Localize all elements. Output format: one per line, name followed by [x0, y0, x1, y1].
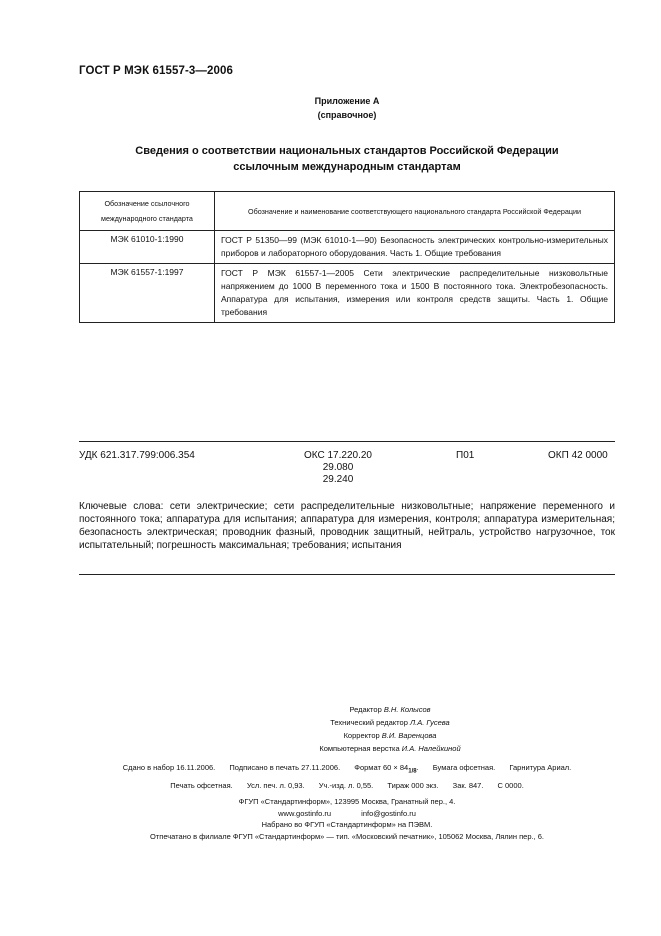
- imprint-typeface: Гарнитура Ариал.: [509, 763, 572, 772]
- imprint-sheets: Усл. печ. л. 0,93.: [246, 780, 305, 790]
- divider-top: [79, 441, 615, 442]
- imprint-line-1: Сдано в набор 16.11.2006. Подписано в печать 27.11.2006. Формат $60 \times 84_{1/8}$. Бумага офсетная. Гарнитура Ариал.: [122, 763, 572, 775]
- imprint-publ-sheets: Уч.-изд. л. 0,55.: [318, 780, 374, 790]
- udk-code: УДК 621.317.799:006.354: [79, 450, 195, 461]
- table-row: [80, 264, 615, 323]
- table-cell-reference: МЭК 61010-1:1990: [80, 231, 215, 264]
- editor-line: [200, 703, 580, 716]
- oks-line-3: 29.240: [322, 474, 354, 485]
- publisher-address: ФГУП «Стандартинформ», 123995 Москва, Гранатный пер., 4.: [238, 797, 456, 806]
- annex-label: Приложение А: [314, 96, 380, 106]
- editor-label: Редактор: [349, 705, 382, 714]
- table-header-row: [80, 192, 615, 231]
- publisher-contacts: [79, 808, 615, 820]
- publisher-typeset: Набрано во ФГУП «Стандартинформ» на ПЭВМ.: [261, 820, 433, 829]
- oks-line-2: 29.080: [322, 462, 354, 473]
- imprint-format: Формат 60 × 84: [354, 763, 409, 772]
- tech-editor-label: Технический редактор: [330, 718, 408, 727]
- layout-label: Компьютерная верстка: [319, 744, 400, 753]
- imprint-signed: Подписано в печать 27.11.2006.: [229, 763, 341, 772]
- divider-bottom: [79, 574, 615, 575]
- group-code: П01: [456, 450, 475, 461]
- table-cell-reference: МЭК 61557-1:1997: [80, 264, 215, 323]
- correspondence-table: [79, 191, 615, 323]
- corrector-label: Корректор: [343, 731, 380, 740]
- publisher-email: info@gostinfo.ru: [361, 808, 416, 818]
- document-code: ГОСТ Р МЭК 61557-3—2006: [79, 65, 233, 77]
- heading-line-1: Сведения о соответствии национальных стандартов Российской Федерации: [135, 145, 559, 157]
- annex-title: [79, 94, 615, 122]
- imprint-run: Тираж 000 экз.: [387, 780, 439, 790]
- table-header-national: Обозначение и наименование соответствующего национального стандарта Российской Федерации: [215, 192, 615, 231]
- imprint-code: С 0000.: [497, 780, 524, 790]
- oks-line-1: ОКС 17.220.20: [304, 450, 372, 461]
- table-cell-national: ГОСТ Р МЭК 61557-1—2005 Сети электрические распределительные низковольтные напряжением до 1000 В переменного тока и 1500 В постоянного тока. Электробезопасность. Аппаратура для испытания, измерения или контроля средств защиты. Часть 1. Общие требования: [215, 264, 615, 323]
- tech-editor-line: [200, 716, 580, 729]
- layout-name: И.А. Налейкиной: [401, 744, 461, 753]
- print-imprint: [79, 761, 615, 792]
- layout-line: [200, 742, 580, 755]
- annex-note: (справочное): [317, 110, 377, 120]
- annex-heading: [79, 143, 615, 175]
- publisher-site: www.gostinfo.ru: [278, 808, 332, 818]
- corrector-name: В.И. Варенцова: [381, 731, 437, 740]
- table-row: [80, 231, 615, 264]
- staff-credits: [200, 703, 580, 755]
- imprint-print: Печать офсетная.: [170, 780, 233, 790]
- oks-codes: [300, 450, 376, 486]
- heading-line-2: ссылочным международным стандартам: [233, 161, 461, 173]
- tech-editor-name: Л.А. Гусева: [409, 718, 450, 727]
- imprint-order: Зак. 847.: [452, 780, 484, 790]
- corrector-line: [200, 729, 580, 742]
- imprint-submitted: Сдано в набор 16.11.2006.: [122, 763, 216, 772]
- table-cell-national: ГОСТ Р 51350—99 (МЭК 61010-1—90) Безопасность электрических контрольно-измерительных приборов и лабораторного оборудования. Часть 1. Общие требования: [215, 231, 615, 264]
- table-header-reference: Обозначение ссылочного международного стандарта: [80, 192, 215, 231]
- publisher-info: [79, 796, 615, 842]
- imprint-paper: Бумага офсетная.: [432, 763, 496, 772]
- imprint-line-2: [79, 779, 615, 792]
- keywords: Ключевые слова: сети электрические; сети распределительные низковольтные; напряжение переменного и постоянного тока; аппаратура для испытания; аппаратура для измерения, контроля; аппаратура измерительная; безопасность электрическая; проводник фазный, проводник защитный, нейтраль, устройство нагрузочное, ток испытательный; погрешность максимальная; требования; испытания: [79, 501, 615, 551]
- editor-name: В.Н. Колысов: [383, 705, 431, 714]
- publisher-printed: Отпечатано в филиале ФГУП «Стандартинформ» — тип. «Московский печатник», 105062 Москва, Лялин пер., 6.: [149, 831, 545, 841]
- okp-code: ОКП 42 0000: [548, 450, 608, 461]
- imprint-format-fraction: 1/8: [408, 768, 417, 775]
